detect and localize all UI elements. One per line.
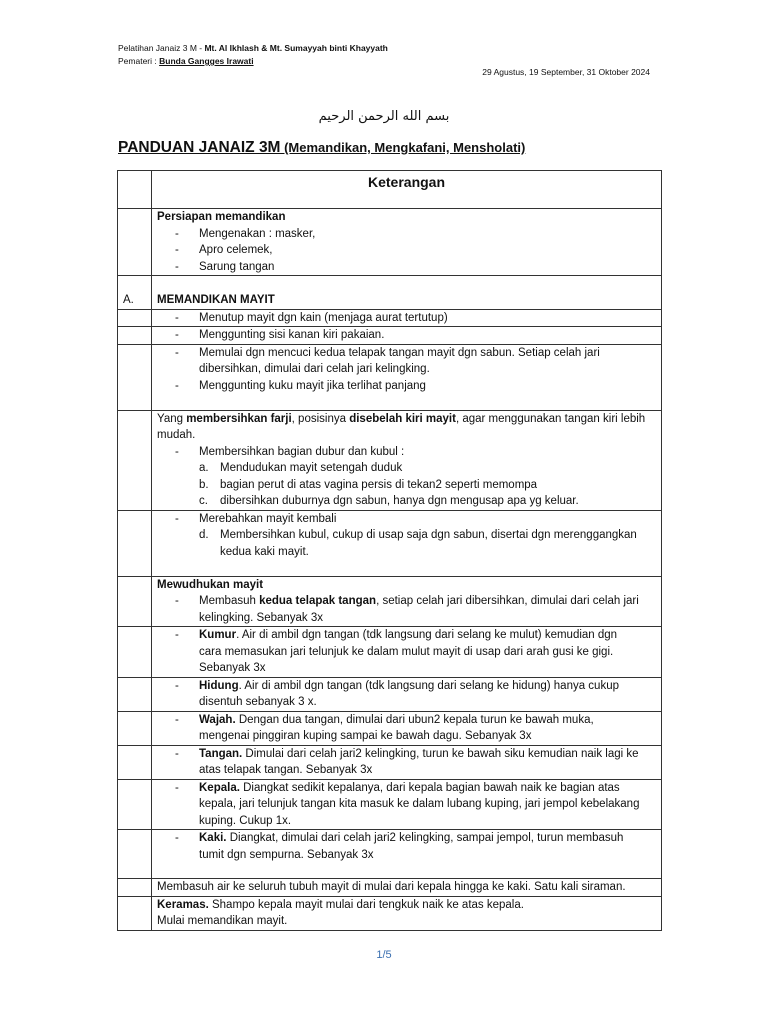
table-header-row [118,171,662,209]
section-a-title: MEMANDIKAN MAYIT [157,294,275,306]
list-item: - Kaki. Diangkat, dimulai dari celah jari2 kelingking, sampai jempol, turun membasuh [175,832,624,844]
step-cover-body: Menutup mayit dgn kain (menjaga aurat tertutup) [199,311,448,324]
course-header [118,43,388,53]
speaker-name: Bunda Gangges Irawati [159,56,254,66]
number-column-header [118,171,152,209]
step-cut-nails: Menggunting kuku mayit jika terlihat panjang [199,379,426,392]
list-item: - Membersihkan bagian dubur dan kubul : [175,445,405,458]
table-row: - Wajah. Dengan dua tangan, dimulai dari ubun2 kepala turun ke bawah muka, mengenai pinggiran kuping sampai ke bawah dagu. Sebanyak 3x [118,711,662,745]
table-row: - Kepala. Diangkat sedikit kepalanya, dari kepala bagian bawah naik ke bagian atas kepala, jari telunjuk tangan kita masuk ke dalam lubang kuping, jari jempol kebelakang kuping. Cukup 1x. [118,779,662,830]
speaker-label: Pemateri : [118,56,160,66]
section-a-label: A. [118,276,152,310]
list-item: - Kepala. Diangkat sedikit kepalanya, dari kepala bagian bawah naik ke bagian atas [175,781,620,794]
step-cut-clothes: Menggunting sisi kanan kiri pakaian. [199,329,385,341]
rinse-step: Membasuh air ke seluruh tubuh mayit di mulai dari kepala hingga ke kaki. Satu kali siraman. [152,879,662,897]
list-item: b. bagian perut di atas vagina persis di tekan2 seperti memompa [199,478,538,491]
table-row: - Memulai dgn mencuci kedua telapak tangan mayit dgn sabun. Setiap celah jari dibersihkan, dimulai dari celah jari kelingking. - Menggunting kuku mayit jika terlihat panjang [118,344,662,410]
speaker-line [118,56,254,66]
table-row: - Hidung. Air di ambil dgn tangan (tdk langsung dari selang ke hidung) hanya cukup disentuh sebanyak 3 x. [118,677,662,711]
list-item: - Sarung tangan [175,260,275,273]
course-venue: Mt. Al Ikhlash & Mt. Sumayyah binti Khayyath [204,43,388,53]
list-item: c. dibersihkan duburnya dgn sabun, hanya dgn mengusap apa yg keluar. [199,495,579,507]
title-subtitle: (Memandikan, Mengkafani, Mensholati) [280,140,526,155]
table-row: - Menggunting sisi kanan kiri pakaian. [118,327,662,345]
list-item: - Apro celemek, [175,244,273,256]
table-row [118,410,662,510]
list-item: - Mengenakan : masker, [175,227,316,240]
page-number: 1/5 [376,949,392,961]
course-dates: 29 Agustus, 19 September, 31 Oktober 2024 [482,67,650,77]
table-row [118,209,662,276]
keramas-cell: Keramas. Shampo kepala mayit mulai dari tengkuk naik ke atas kepala. Mulai memandikan mayit. [152,896,662,930]
wudhu-title: Mewudhukan mayit [157,578,264,591]
document-title [118,139,525,157]
title-main: PANDUAN JANAIZ 3M [118,139,281,156]
table-row [118,879,662,897]
table-row: - Kumur. Air di ambil dgn tangan (tdk langsung dari selang ke mulut) kemudian dgn cara memasukan jari telunjuk ke dalam mulut mayit di usap dari arah gusi ke gigi. Sebanyak 3x [118,627,662,678]
step-wash-palms: Memulai dgn mencuci kedua telapak tangan mayit dgn sabun. Setiap celah jari [199,346,600,359]
section-a-title-cell [152,276,662,310]
list-item: - Membasuh kedua telapak tangan, setiap celah jari dibersihkan, dimulai dari celah jari [175,595,639,607]
section-a-row [118,276,662,310]
list-item: - Merebahkan mayit kembali [175,512,337,525]
farji-cell: Yang membersihkan farji, posisinya disebelah kiri mayit, agar menggunakan tangan kiri lebih mudah. - Membersihkan bagian dubur dan kubul : a. Mendudukan mayit setengah duduk b. bagian perut di atas vagina persis di tekan2 seperti memompa c. dibersihkan duburnya dgn sabun, hanya dgn mengusap apa yg keluar. [152,410,662,510]
table-row [118,896,662,930]
list-item: - Kumur. Air di ambil dgn tangan (tdk langsung dari selang ke mulut) kemudian dgn [175,629,618,641]
keterangan-header: Keterangan [152,171,662,209]
guide-table [117,170,662,931]
basmalah: بسم الله الرحمن الرحيم [318,109,450,124]
farji-intro: Yang membersihkan farji, posisinya disebelah kiri mayit, agar menggunakan tangan kiri lebih [157,412,646,425]
list-item: - Hidung. Air di ambil dgn tangan (tdk langsung dari selang ke hidung) hanya cukup [175,679,619,692]
table-row [118,576,662,627]
list-item: - Wajah. Dengan dua tangan, dimulai dari ubun2 kepala turun ke bawah muka, [175,713,594,726]
wudhu-cell: Mewudhukan mayit - Membasuh kedua telapak tangan, setiap celah jari dibersihkan, dimulai dari celah jari kelingking. Sebanyak 3x [152,576,662,627]
table-row: - Menutup mayit dgn kain (menjaga aurat tertutup) [118,309,662,327]
course-prefix: Pelatihan Janaiz 3 M - [118,43,205,53]
list-item: d. Membersihkan kubul, cukup di usap saja dgn sabun, disertai dgn merenggangkan [199,529,637,541]
table-row: - Kaki. Diangkat, dimulai dari celah jari2 kelingking, sampai jempol, turun membasuh tumit dgn sempurna. Sebanyak 3x [118,830,662,879]
table-row: - Merebahkan mayit kembali d. Membersihkan kubul, cukup di usap saja dgn sabun, disertai dgn merenggangkan kedua kaki mayit. [118,510,662,576]
preparation-title: Persiapan memandikan [157,211,286,223]
list-item: a. Mendudukan mayit setengah duduk [199,462,403,474]
list-item: - Tangan. Dimulai dari celah jari2 kelingking, turun ke bawah siku kemudian naik lagi ke [175,747,639,760]
preparation-list [157,226,656,276]
preparation-cell [152,209,662,276]
table-row: - Tangan. Dimulai dari celah jari2 kelingking, turun ke bawah siku kemudian naik lagi ke atas telapak tangan. Sebanyak 3x [118,745,662,779]
